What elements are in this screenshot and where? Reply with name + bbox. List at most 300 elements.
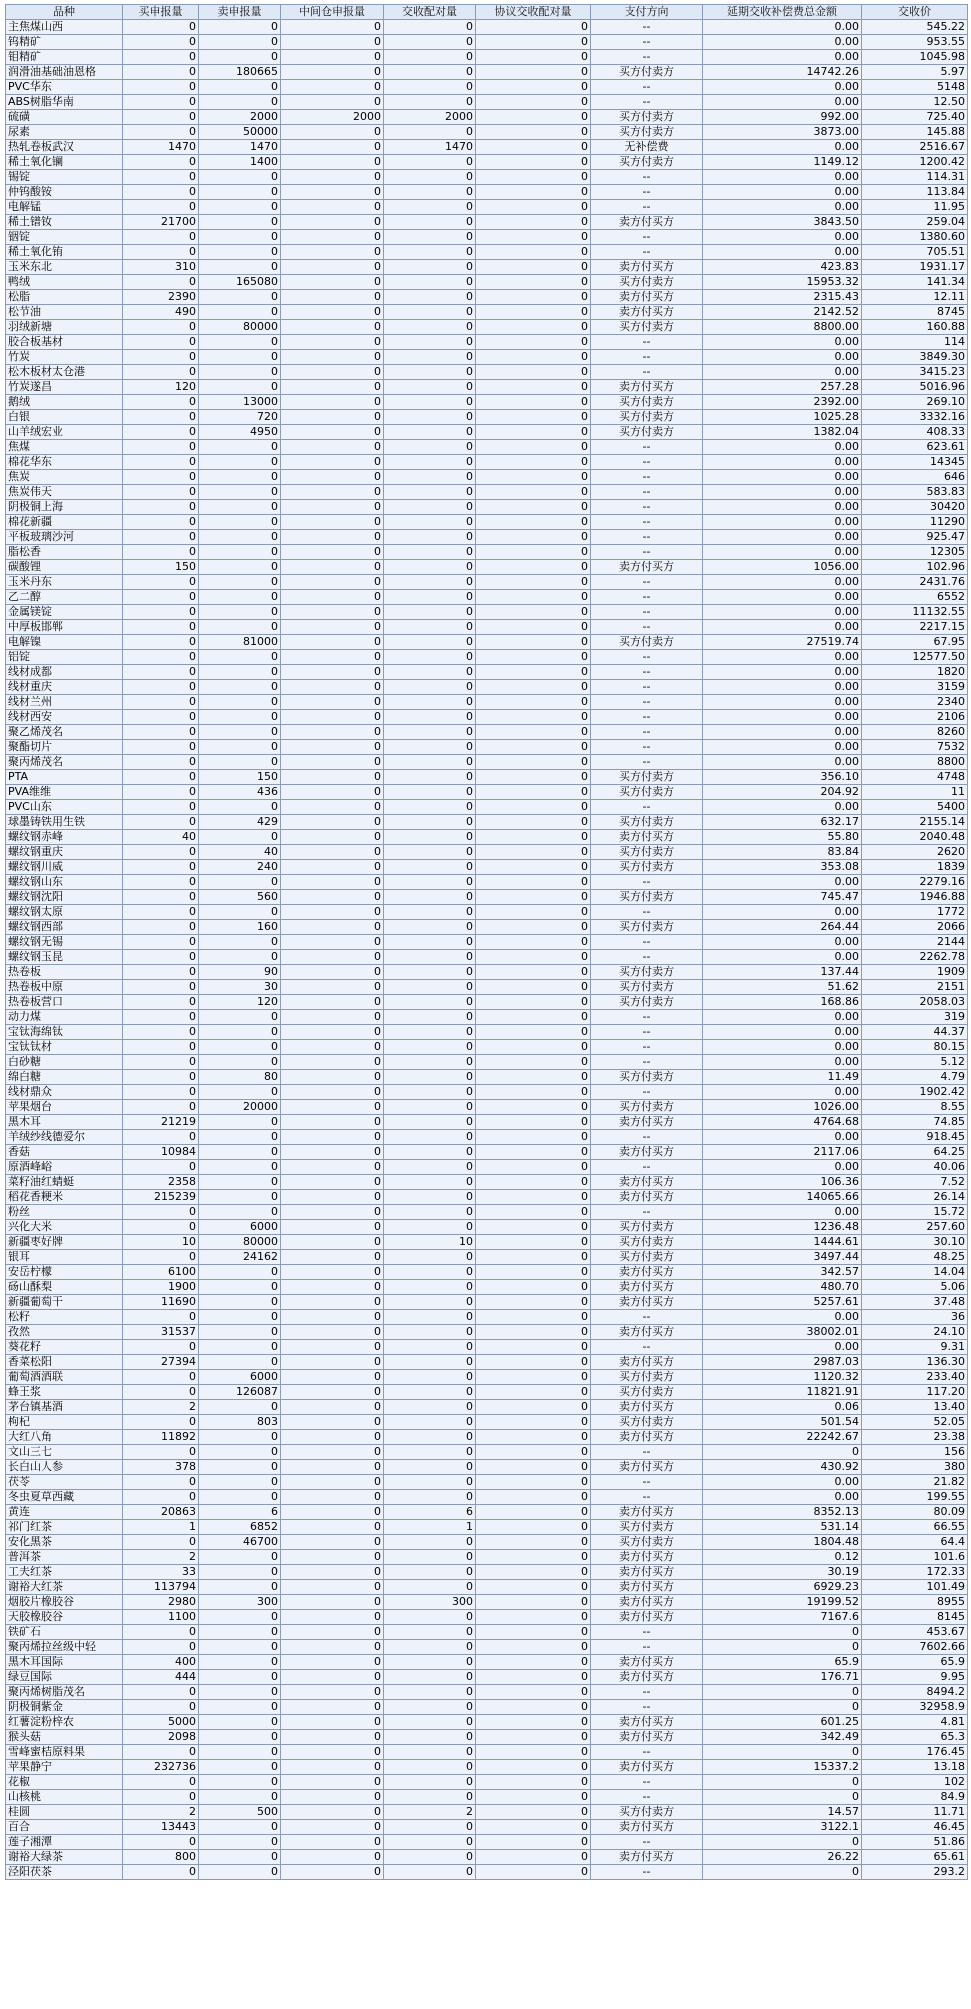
cell-intermediate-warehouse: 0 <box>281 365 384 380</box>
cell-payment-direction: 买方付卖方 <box>591 1520 703 1535</box>
cell-deferred-compensation: 14742.26 <box>703 65 862 80</box>
cell-deferred-compensation: 0 <box>703 1790 862 1805</box>
cell-buy-declared: 0 <box>123 200 199 215</box>
table-row <box>6 215 968 230</box>
cell-payment-direction: 买方付卖方 <box>591 1535 703 1550</box>
cell-deferred-compensation: 356.10 <box>703 770 862 785</box>
cell-buy-declared: 0 <box>123 1085 199 1100</box>
table-row <box>6 995 968 1010</box>
cell-buy-declared: 0 <box>123 320 199 335</box>
cell-payment-direction: -- <box>591 1205 703 1220</box>
cell-buy-declared: 400 <box>123 1655 199 1670</box>
cell-sell-declared: 0 <box>199 1460 281 1475</box>
cell-variety: 猴头菇 <box>6 1730 123 1745</box>
cell-payment-direction: 买方付卖方 <box>591 1805 703 1820</box>
table-row <box>6 1865 968 1880</box>
cell-variety: 焦炭伟天 <box>6 485 123 500</box>
cell-delivery-matched: 0 <box>384 410 476 425</box>
cell-payment-direction: 卖方付买方 <box>591 1595 703 1610</box>
table-row <box>6 365 968 380</box>
cell-sell-declared: 0 <box>199 1055 281 1070</box>
cell-agreement-matched: 0 <box>476 275 591 290</box>
cell-agreement-matched: 0 <box>476 770 591 785</box>
cell-deferred-compensation: 0.00 <box>703 350 862 365</box>
cell-intermediate-warehouse: 0 <box>281 575 384 590</box>
cell-intermediate-warehouse: 0 <box>281 425 384 440</box>
table-body <box>6 20 968 1880</box>
cell-variety: 锡锭 <box>6 170 123 185</box>
cell-variety: PVC华东 <box>6 80 123 95</box>
cell-intermediate-warehouse: 0 <box>281 185 384 200</box>
cell-agreement-matched: 0 <box>476 695 591 710</box>
cell-intermediate-warehouse: 0 <box>281 635 384 650</box>
cell-variety: 花椒 <box>6 1775 123 1790</box>
cell-intermediate-warehouse: 0 <box>281 830 384 845</box>
table-row <box>6 1550 968 1565</box>
cell-deferred-compensation: 0 <box>703 1775 862 1790</box>
cell-sell-declared: 150 <box>199 770 281 785</box>
cell-delivery-matched: 0 <box>384 725 476 740</box>
cell-delivery-price: 545.22 <box>862 20 968 35</box>
cell-delivery-price: 102.96 <box>862 560 968 575</box>
cell-buy-declared: 0 <box>123 1385 199 1400</box>
cell-delivery-matched: 0 <box>384 1280 476 1295</box>
cell-deferred-compensation: 65.9 <box>703 1655 862 1670</box>
cell-agreement-matched: 0 <box>476 50 591 65</box>
cell-intermediate-warehouse: 0 <box>281 1760 384 1775</box>
table-row <box>6 1070 968 1085</box>
cell-delivery-price: 11.71 <box>862 1805 968 1820</box>
cell-sell-declared: 0 <box>199 170 281 185</box>
cell-deferred-compensation: 2117.06 <box>703 1145 862 1160</box>
cell-agreement-matched: 0 <box>476 320 591 335</box>
cell-delivery-matched: 0 <box>384 845 476 860</box>
cell-delivery-matched: 0 <box>384 635 476 650</box>
table-row <box>6 1370 968 1385</box>
cell-delivery-matched: 0 <box>384 1415 476 1430</box>
cell-sell-declared: 4950 <box>199 425 281 440</box>
cell-sell-declared: 0 <box>199 1700 281 1715</box>
cell-sell-declared: 0 <box>199 1655 281 1670</box>
cell-intermediate-warehouse: 0 <box>281 140 384 155</box>
cell-sell-declared: 0 <box>199 875 281 890</box>
cell-agreement-matched: 0 <box>476 1505 591 1520</box>
cell-payment-direction: -- <box>591 905 703 920</box>
cell-buy-declared: 0 <box>123 20 199 35</box>
cell-agreement-matched: 0 <box>476 1550 591 1565</box>
cell-delivery-matched: 0 <box>384 470 476 485</box>
cell-deferred-compensation: 3873.00 <box>703 125 862 140</box>
cell-variety: 钨精矿 <box>6 35 123 50</box>
table-row <box>6 410 968 425</box>
cell-deferred-compensation: 2392.00 <box>703 395 862 410</box>
table-row <box>6 65 968 80</box>
cell-intermediate-warehouse: 0 <box>281 935 384 950</box>
cell-sell-declared: 0 <box>199 35 281 50</box>
cell-payment-direction: -- <box>591 605 703 620</box>
cell-deferred-compensation: 8800.00 <box>703 320 862 335</box>
cell-buy-declared: 0 <box>123 1130 199 1145</box>
table-row <box>6 935 968 950</box>
cell-delivery-price: 8494.2 <box>862 1685 968 1700</box>
cell-sell-declared: 0 <box>199 1310 281 1325</box>
cell-delivery-price: 8260 <box>862 725 968 740</box>
cell-delivery-matched: 0 <box>384 560 476 575</box>
cell-payment-direction: -- <box>591 1340 703 1355</box>
cell-intermediate-warehouse: 0 <box>281 1040 384 1055</box>
cell-sell-declared: 0 <box>199 740 281 755</box>
table-row <box>6 320 968 335</box>
cell-variety: 螺纹钢山东 <box>6 875 123 890</box>
cell-buy-declared: 0 <box>123 845 199 860</box>
table-header-row <box>6 5 968 20</box>
cell-intermediate-warehouse: 0 <box>281 1655 384 1670</box>
cell-delivery-price: 117.20 <box>862 1385 968 1400</box>
cell-agreement-matched: 0 <box>476 890 591 905</box>
cell-sell-declared: 0 <box>199 1730 281 1745</box>
cell-buy-declared: 0 <box>123 1250 199 1265</box>
cell-delivery-matched: 0 <box>384 545 476 560</box>
cell-intermediate-warehouse: 0 <box>281 1130 384 1145</box>
cell-variety: ABS树脂华南 <box>6 95 123 110</box>
cell-sell-declared: 6 <box>199 1505 281 1520</box>
cell-buy-declared: 1100 <box>123 1610 199 1625</box>
cell-deferred-compensation: 3497.44 <box>703 1250 862 1265</box>
cell-agreement-matched: 0 <box>476 500 591 515</box>
cell-sell-declared: 0 <box>199 1850 281 1865</box>
table-row <box>6 695 968 710</box>
cell-buy-declared: 2 <box>123 1550 199 1565</box>
cell-buy-declared: 0 <box>123 425 199 440</box>
cell-intermediate-warehouse: 0 <box>281 755 384 770</box>
cell-payment-direction: 卖方付买方 <box>591 1820 703 1835</box>
header-payment-direction: 支付方向 <box>591 5 703 20</box>
cell-buy-declared: 0 <box>123 695 199 710</box>
cell-payment-direction: 卖方付买方 <box>591 1655 703 1670</box>
cell-agreement-matched: 0 <box>476 1280 591 1295</box>
table-row <box>6 830 968 845</box>
cell-sell-declared: 0 <box>199 380 281 395</box>
cell-delivery-matched: 0 <box>384 1700 476 1715</box>
cell-agreement-matched: 0 <box>476 920 591 935</box>
cell-buy-declared: 0 <box>123 245 199 260</box>
cell-delivery-price: 1902.42 <box>862 1085 968 1100</box>
cell-sell-declared: 0 <box>199 680 281 695</box>
cell-deferred-compensation: 5257.61 <box>703 1295 862 1310</box>
cell-buy-declared: 2980 <box>123 1595 199 1610</box>
cell-delivery-matched: 0 <box>384 830 476 845</box>
cell-intermediate-warehouse: 0 <box>281 1205 384 1220</box>
cell-intermediate-warehouse: 0 <box>281 1520 384 1535</box>
cell-variety: 松籽 <box>6 1310 123 1325</box>
cell-variety: 文山三七 <box>6 1445 123 1460</box>
cell-agreement-matched: 0 <box>476 800 591 815</box>
table-row <box>6 1055 968 1070</box>
cell-agreement-matched: 0 <box>476 95 591 110</box>
cell-variety: 蜂王浆 <box>6 1385 123 1400</box>
cell-delivery-price: 14345 <box>862 455 968 470</box>
cell-payment-direction: -- <box>591 170 703 185</box>
cell-intermediate-warehouse: 0 <box>281 455 384 470</box>
table-row <box>6 980 968 995</box>
cell-payment-direction: 买方付卖方 <box>591 1220 703 1235</box>
cell-delivery-matched: 0 <box>384 1625 476 1640</box>
cell-payment-direction: -- <box>591 1625 703 1640</box>
cell-deferred-compensation: 2315.43 <box>703 290 862 305</box>
cell-delivery-matched: 0 <box>384 425 476 440</box>
cell-intermediate-warehouse: 0 <box>281 1340 384 1355</box>
cell-sell-declared: 0 <box>199 950 281 965</box>
cell-agreement-matched: 0 <box>476 1265 591 1280</box>
cell-buy-declared: 1 <box>123 1520 199 1535</box>
cell-deferred-compensation: 2987.03 <box>703 1355 862 1370</box>
cell-buy-declared: 378 <box>123 1460 199 1475</box>
cell-delivery-matched: 0 <box>384 1175 476 1190</box>
cell-intermediate-warehouse: 0 <box>281 1505 384 1520</box>
cell-agreement-matched: 0 <box>476 1070 591 1085</box>
cell-delivery-price: 1946.88 <box>862 890 968 905</box>
cell-delivery-matched: 0 <box>384 260 476 275</box>
cell-buy-declared: 0 <box>123 455 199 470</box>
table-row <box>6 1190 968 1205</box>
cell-buy-declared: 215239 <box>123 1190 199 1205</box>
table-row <box>6 1145 968 1160</box>
cell-buy-declared: 0 <box>123 635 199 650</box>
table-row <box>6 1100 968 1115</box>
table-row <box>6 1715 968 1730</box>
cell-deferred-compensation: 1056.00 <box>703 560 862 575</box>
cell-delivery-price: 9.95 <box>862 1670 968 1685</box>
cell-delivery-price: 2217.15 <box>862 620 968 635</box>
cell-variety: 谢裕大红茶 <box>6 1580 123 1595</box>
cell-buy-declared: 150 <box>123 560 199 575</box>
cell-delivery-matched: 0 <box>384 1640 476 1655</box>
cell-payment-direction: 卖方付买方 <box>591 290 703 305</box>
cell-payment-direction: -- <box>591 875 703 890</box>
cell-agreement-matched: 0 <box>476 215 591 230</box>
cell-deferred-compensation: 353.08 <box>703 860 862 875</box>
cell-agreement-matched: 0 <box>476 380 591 395</box>
header-agreement-matched: 协议交收配对量 <box>476 5 591 20</box>
cell-variety: 螺纹钢玉昆 <box>6 950 123 965</box>
cell-payment-direction: 卖方付买方 <box>591 1580 703 1595</box>
cell-buy-declared: 0 <box>123 905 199 920</box>
cell-payment-direction: 卖方付买方 <box>591 1280 703 1295</box>
cell-intermediate-warehouse: 0 <box>281 665 384 680</box>
cell-payment-direction: -- <box>591 200 703 215</box>
cell-variety: 尿素 <box>6 125 123 140</box>
cell-payment-direction: 卖方付买方 <box>591 260 703 275</box>
cell-payment-direction: 买方付卖方 <box>591 65 703 80</box>
cell-buy-declared: 0 <box>123 710 199 725</box>
cell-variety: PVC山东 <box>6 800 123 815</box>
table-row <box>6 1355 968 1370</box>
cell-delivery-matched: 0 <box>384 1820 476 1835</box>
cell-sell-declared: 0 <box>199 1400 281 1415</box>
cell-delivery-price: 12.11 <box>862 290 968 305</box>
cell-deferred-compensation: 480.70 <box>703 1280 862 1295</box>
table-row <box>6 1430 968 1445</box>
cell-delivery-price: 101.49 <box>862 1580 968 1595</box>
cell-variety: 竹炭遂昌 <box>6 380 123 395</box>
cell-agreement-matched: 0 <box>476 1100 591 1115</box>
cell-deferred-compensation: 2142.52 <box>703 305 862 320</box>
cell-intermediate-warehouse: 0 <box>281 380 384 395</box>
cell-sell-declared: 0 <box>199 20 281 35</box>
cell-intermediate-warehouse: 0 <box>281 20 384 35</box>
table-row <box>6 1040 968 1055</box>
cell-variety: 安岳柠檬 <box>6 1265 123 1280</box>
cell-deferred-compensation: 632.17 <box>703 815 862 830</box>
cell-payment-direction: 卖方付买方 <box>591 1505 703 1520</box>
cell-variety: 枸杞 <box>6 1415 123 1430</box>
cell-sell-declared: 0 <box>199 560 281 575</box>
cell-delivery-matched: 0 <box>384 440 476 455</box>
cell-sell-declared: 0 <box>199 725 281 740</box>
cell-intermediate-warehouse: 0 <box>281 1295 384 1310</box>
cell-delivery-price: 44.37 <box>862 1025 968 1040</box>
cell-intermediate-warehouse: 0 <box>281 470 384 485</box>
cell-delivery-price: 1931.17 <box>862 260 968 275</box>
cell-agreement-matched: 0 <box>476 485 591 500</box>
cell-agreement-matched: 0 <box>476 530 591 545</box>
cell-sell-declared: 0 <box>199 1580 281 1595</box>
cell-deferred-compensation: 14.57 <box>703 1805 862 1820</box>
cell-deferred-compensation: 0.00 <box>703 875 862 890</box>
cell-delivery-matched: 0 <box>384 155 476 170</box>
cell-sell-declared: 6000 <box>199 1220 281 1235</box>
cell-intermediate-warehouse: 0 <box>281 1685 384 1700</box>
cell-sell-declared: 160 <box>199 920 281 935</box>
cell-variety: 线材西安 <box>6 710 123 725</box>
cell-variety: 工夫红茶 <box>6 1565 123 1580</box>
table-row <box>6 185 968 200</box>
cell-delivery-price: 48.25 <box>862 1250 968 1265</box>
cell-payment-direction: 买方付卖方 <box>591 1415 703 1430</box>
cell-intermediate-warehouse: 0 <box>281 1145 384 1160</box>
cell-buy-declared: 0 <box>123 1160 199 1175</box>
cell-agreement-matched: 0 <box>476 1640 591 1655</box>
cell-agreement-matched: 0 <box>476 470 591 485</box>
cell-delivery-price: 14.04 <box>862 1265 968 1280</box>
table-row <box>6 1565 968 1580</box>
cell-deferred-compensation: 0.12 <box>703 1550 862 1565</box>
cell-agreement-matched: 0 <box>476 1535 591 1550</box>
cell-sell-declared: 80000 <box>199 320 281 335</box>
cell-payment-direction: 买方付卖方 <box>591 410 703 425</box>
cell-delivery-price: 176.45 <box>862 1745 968 1760</box>
table-row <box>6 1205 968 1220</box>
cell-intermediate-warehouse: 0 <box>281 1475 384 1490</box>
cell-sell-declared: 0 <box>199 290 281 305</box>
cell-delivery-price: 2066 <box>862 920 968 935</box>
cell-delivery-matched: 0 <box>384 1205 476 1220</box>
cell-payment-direction: -- <box>591 515 703 530</box>
cell-buy-declared: 0 <box>123 575 199 590</box>
cell-intermediate-warehouse: 0 <box>281 1640 384 1655</box>
cell-deferred-compensation: 0 <box>703 1445 862 1460</box>
cell-payment-direction: -- <box>591 485 703 500</box>
cell-buy-declared: 0 <box>123 110 199 125</box>
cell-delivery-price: 64.4 <box>862 1535 968 1550</box>
table-row <box>6 770 968 785</box>
cell-delivery-price: 136.30 <box>862 1355 968 1370</box>
table-row <box>6 860 968 875</box>
cell-agreement-matched: 0 <box>476 1025 591 1040</box>
cell-intermediate-warehouse: 0 <box>281 560 384 575</box>
table-row <box>6 905 968 920</box>
table-row <box>6 1220 968 1235</box>
cell-intermediate-warehouse: 0 <box>281 875 384 890</box>
cell-intermediate-warehouse: 0 <box>281 1025 384 1040</box>
cell-deferred-compensation: 4764.68 <box>703 1115 862 1130</box>
cell-delivery-matched: 6 <box>384 1505 476 1520</box>
cell-deferred-compensation: 0 <box>703 1685 862 1700</box>
cell-delivery-matched: 0 <box>384 1775 476 1790</box>
table-row <box>6 1175 968 1190</box>
cell-delivery-price: 269.10 <box>862 395 968 410</box>
cell-delivery-price: 2106 <box>862 710 968 725</box>
cell-buy-declared: 0 <box>123 485 199 500</box>
cell-intermediate-warehouse: 0 <box>281 770 384 785</box>
cell-variety: 铟锭 <box>6 230 123 245</box>
cell-sell-declared: 40 <box>199 845 281 860</box>
cell-agreement-matched: 0 <box>476 980 591 995</box>
cell-buy-declared: 0 <box>123 1010 199 1025</box>
cell-deferred-compensation: 0.00 <box>703 545 862 560</box>
cell-agreement-matched: 0 <box>476 1685 591 1700</box>
cell-agreement-matched: 0 <box>476 965 591 980</box>
cell-buy-declared: 2390 <box>123 290 199 305</box>
cell-buy-declared: 1900 <box>123 1280 199 1295</box>
cell-variety: 烟胶片橡胶谷 <box>6 1595 123 1610</box>
cell-intermediate-warehouse: 0 <box>281 440 384 455</box>
cell-deferred-compensation: 745.47 <box>703 890 862 905</box>
cell-delivery-matched: 0 <box>384 170 476 185</box>
cell-variety: 红薯淀粉梓农 <box>6 1715 123 1730</box>
cell-variety: 白砂糖 <box>6 1055 123 1070</box>
cell-variety: 桂圆 <box>6 1805 123 1820</box>
cell-delivery-price: 23.38 <box>862 1430 968 1445</box>
cell-delivery-matched: 0 <box>384 485 476 500</box>
cell-sell-declared: 90 <box>199 965 281 980</box>
cell-buy-declared: 20863 <box>123 1505 199 1520</box>
cell-agreement-matched: 0 <box>476 560 591 575</box>
cell-delivery-price: 65.61 <box>862 1850 968 1865</box>
cell-delivery-price: 114 <box>862 335 968 350</box>
cell-variety: 羽绒新塘 <box>6 320 123 335</box>
cell-intermediate-warehouse: 0 <box>281 395 384 410</box>
cell-sell-declared: 0 <box>199 245 281 260</box>
table-row <box>6 1235 968 1250</box>
cell-sell-declared: 0 <box>199 545 281 560</box>
cell-buy-declared: 0 <box>123 1685 199 1700</box>
cell-payment-direction: 买方付卖方 <box>591 980 703 995</box>
cell-sell-declared: 0 <box>199 50 281 65</box>
cell-agreement-matched: 0 <box>476 1250 591 1265</box>
cell-buy-declared: 10984 <box>123 1145 199 1160</box>
cell-agreement-matched: 0 <box>476 1565 591 1580</box>
cell-buy-declared: 0 <box>123 1640 199 1655</box>
cell-delivery-matched: 0 <box>384 1445 476 1460</box>
cell-delivery-matched: 0 <box>384 1025 476 1040</box>
cell-variety: 谢裕大绿茶 <box>6 1850 123 1865</box>
cell-delivery-matched: 0 <box>384 1760 476 1775</box>
cell-agreement-matched: 0 <box>476 1190 591 1205</box>
cell-payment-direction: 卖方付买方 <box>591 1145 703 1160</box>
cell-variety: 稀土氧化铕 <box>6 245 123 260</box>
cell-agreement-matched: 0 <box>476 155 591 170</box>
